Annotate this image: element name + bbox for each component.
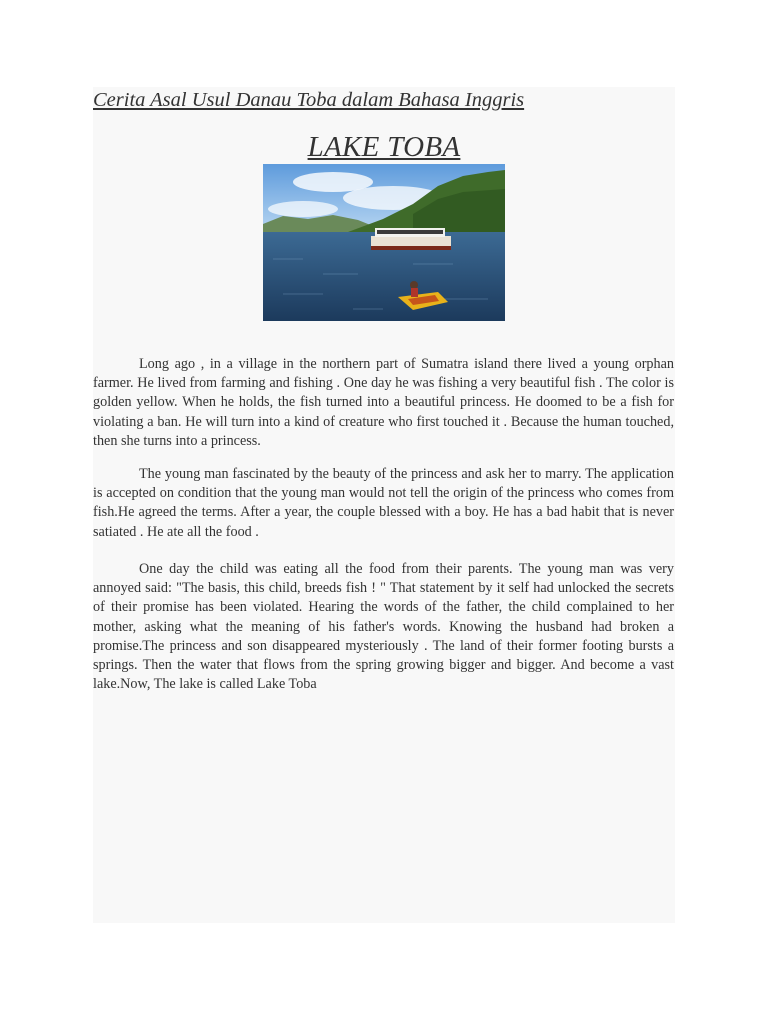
story-paragraph-2: The young man fascinated by the beauty of the princess and ask her to marry. The application is accepted on condition that the young man would not tell the origin of the princess who comes from fish.He agreed the terms. After a year, the couple blessed with a boy. He has a bad habit that is never satiated . He ate all the food . (93, 466, 674, 540)
story-paragraph-3: One day the child was eating all the food from their parents. The young man was very annoyed said: "The basis, this child, breeds fish ! " That statement by it self had unlocked the secrets of their promise has been violated. Hearing the words of the father, the child complained to her mother, asking what the meaning of his father's words. Knowing the husband had broken a promise.The princess and son disappeared mysteriously . The land of their former footing bursts a springs. Then the water that flows from the spring growing bigger and bigger. And become a vast lake.Now, The lake is called Lake Toba (93, 561, 674, 693)
document-title: Cerita Asal Usul Danau Toba dalam Bahasa Inggris (93, 89, 525, 111)
ferry-boat (371, 228, 451, 250)
lake-toba-photo (263, 164, 505, 321)
story-paragraph-1: Long ago , in a village in the northern part of Sumatra island there lived a young orphan farmer. He lived from farming and fishing . One day he was fishing a very beautiful fish . The color is golden yellow. When he holds, the fish turned into a beautiful princess. He doomed to be a fish for violating a ban. He will turn into a kind of creature who first touched it . Because the human touched, then she turns into a princess. (93, 356, 674, 449)
story-heading: LAKE TOBA (307, 131, 461, 163)
